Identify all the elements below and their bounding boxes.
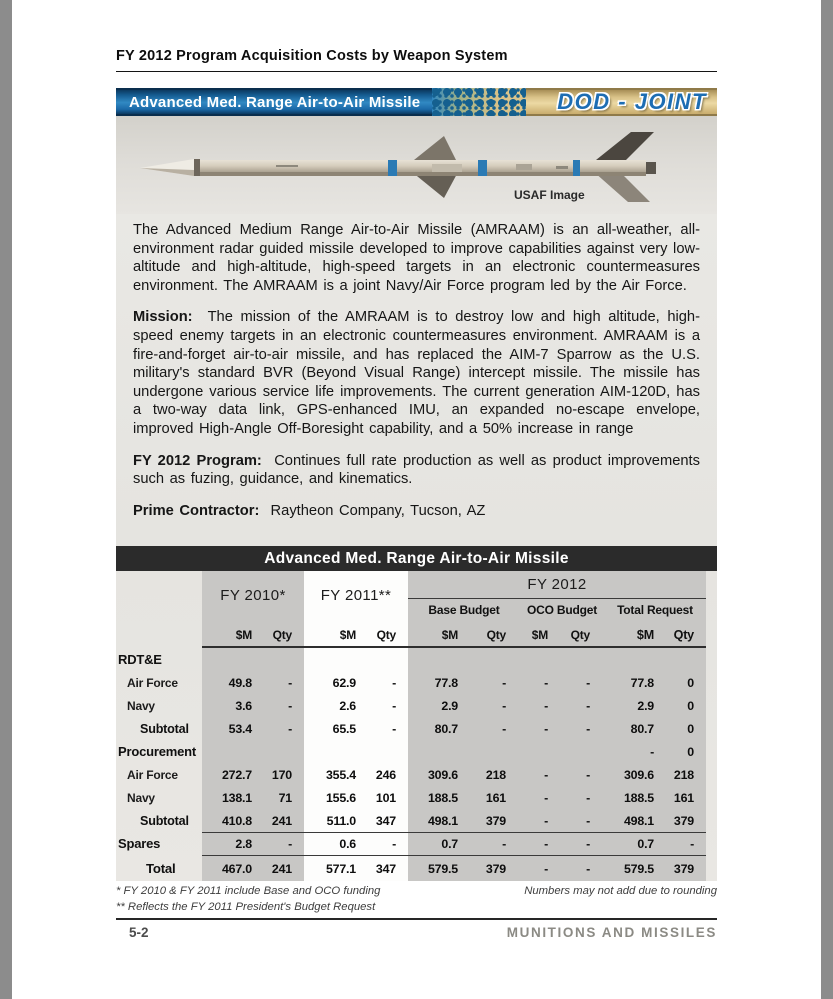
table-cell: -	[520, 671, 564, 694]
joint-banner	[526, 88, 717, 116]
table-cell: 379	[662, 855, 706, 881]
table-cell: -	[564, 809, 604, 832]
table-cell: 511.0	[304, 809, 366, 832]
prime-contractor-label: Prime Contractor:	[133, 502, 260, 519]
unit-header: $M	[235, 628, 252, 643]
row-label: Subtotal	[140, 813, 189, 828]
table-row	[116, 809, 717, 832]
prime-contractor-paragraph	[133, 502, 700, 521]
table-cell: -	[262, 694, 304, 717]
table-row	[116, 763, 717, 786]
table-cell: 410.8	[202, 809, 262, 832]
table-cell: 272.7	[202, 763, 262, 786]
table-cell: -	[520, 717, 564, 740]
table-cell: 0	[662, 671, 706, 694]
joint-label: DOD - JOINT	[557, 89, 707, 114]
program-card	[116, 116, 717, 881]
table-cell	[304, 648, 366, 671]
table-cell: -	[520, 855, 564, 881]
table-cell: 53.4	[202, 717, 262, 740]
table-cell: -	[262, 717, 304, 740]
table-cell: 0.6	[304, 832, 366, 855]
mission-label: Mission:	[133, 309, 193, 326]
fy2012-header: FY 2012	[527, 576, 587, 594]
fy2012-program-paragraph	[133, 452, 700, 489]
page-number: 5-2	[129, 925, 149, 941]
table-row	[116, 671, 717, 694]
table-row	[116, 740, 717, 763]
table-row	[116, 648, 717, 671]
table-cell: 309.6	[604, 763, 662, 786]
table-header-spacer	[116, 571, 202, 648]
table-cell: -	[604, 740, 662, 763]
document-page	[12, 0, 821, 999]
footnote-2: ** Reflects the FY 2011 President's Budget Request	[116, 901, 376, 914]
rounding-note: Numbers may not add due to rounding	[524, 885, 717, 898]
title-rule	[116, 71, 717, 72]
table-cell: 241	[262, 809, 304, 832]
table-cell: -	[366, 694, 408, 717]
table-cell: 62.9	[304, 671, 366, 694]
table-cell: 101	[366, 786, 408, 809]
row-label: Navy	[127, 790, 155, 805]
fy2012-units	[408, 620, 706, 646]
table-body	[116, 648, 717, 881]
row-label: Procurement	[118, 744, 196, 760]
unit-header: Qty	[486, 628, 506, 643]
table-cell: -	[262, 671, 304, 694]
table-row	[116, 786, 717, 809]
table-cell: 498.1	[408, 809, 472, 832]
overview-paragraph	[133, 221, 700, 295]
table-cell: 379	[662, 809, 706, 832]
table-cell: -	[520, 809, 564, 832]
table-cell: 49.8	[202, 671, 262, 694]
table-cell: 241	[262, 855, 304, 881]
page-footer	[116, 918, 717, 940]
table-cell	[564, 648, 604, 671]
missile-image	[126, 120, 706, 212]
table-cell	[366, 740, 408, 763]
table-cell: -	[520, 763, 564, 786]
table-cell: -	[520, 786, 564, 809]
table-cell: 170	[262, 763, 304, 786]
table-cell	[304, 740, 366, 763]
table-cell	[604, 648, 662, 671]
total-request-header: Total Request	[617, 602, 693, 617]
table-cell: 246	[366, 763, 408, 786]
unit-header: Qty	[376, 628, 396, 643]
table-cell: 577.1	[304, 855, 366, 881]
table-cell: 80.7	[604, 717, 662, 740]
table-cell: 188.5	[604, 786, 662, 809]
table-cell: -	[472, 671, 520, 694]
table-cell	[472, 740, 520, 763]
row-label: Subtotal	[140, 721, 189, 736]
section-title: MUNITIONS AND MISSILES	[506, 925, 717, 941]
table-cell: 161	[472, 786, 520, 809]
table-cell: 2.9	[604, 694, 662, 717]
table-cell	[262, 648, 304, 671]
table-cell	[520, 648, 564, 671]
table-cell	[202, 648, 262, 671]
footnote-1: * FY 2010 & FY 2011 include Base and OCO funding	[116, 885, 381, 898]
table-cell	[408, 648, 472, 671]
table-cell: 138.1	[202, 786, 262, 809]
table-cell	[408, 740, 472, 763]
table-title: Advanced Med. Range Air-to-Air Missile	[264, 549, 569, 567]
fy2012-subgroups	[408, 598, 706, 620]
table-cell: 2.6	[304, 694, 366, 717]
program-banner	[116, 88, 717, 116]
table-cell	[564, 740, 604, 763]
table-cell: 2.8	[202, 832, 262, 855]
table-cell: 2.9	[408, 694, 472, 717]
table-cell: 379	[472, 809, 520, 832]
table-cell: 355.4	[304, 763, 366, 786]
table-cell: 467.0	[202, 855, 262, 881]
base-budget-header: Base Budget	[428, 602, 500, 617]
program-name-banner	[116, 88, 432, 116]
fy2012-program-label: FY 2012 Program:	[133, 452, 262, 469]
table-cell: 77.8	[408, 671, 472, 694]
mission-text: The mission of the AMRAAM is to destroy low and high altitude, high-speed enemy targets in an electronic countermeasures environment. AMRAAM is a fire-and-forget air-to-air missile, and has replaced the AIM-7 Sparrow as the U.S. military's standard BVR (Beyond Visual Range) intercept missile. The missile has undergone various service life improvements. The current generation AIM-120D, has a two-way data link, GPS-enhanced IMU, an expanded no-escape envelope, improved High-Angle Off-Boresight capability, and a 50% increase in range	[133, 309, 700, 437]
row-label: Spares	[118, 836, 161, 852]
column-group-fy2012	[408, 571, 706, 648]
table-cell: 309.6	[408, 763, 472, 786]
table-cell: -	[662, 832, 706, 855]
row-label: Navy	[127, 698, 155, 713]
unit-header: Qty	[272, 628, 292, 643]
table-title-bar	[116, 546, 717, 571]
unit-header: $M	[636, 628, 654, 643]
table-cell: 77.8	[604, 671, 662, 694]
table-cell: -	[366, 717, 408, 740]
page-title: FY 2012 Program Acquisition Costs by Weapon System	[116, 48, 508, 64]
fy2010-header: FY 2010*	[220, 587, 286, 605]
table-row	[116, 832, 717, 855]
table-cell: -	[564, 786, 604, 809]
table-row	[116, 855, 717, 881]
unit-header: $M	[531, 628, 548, 643]
table-cell: 3.6	[202, 694, 262, 717]
row-label: Air Force	[127, 767, 178, 782]
prime-contractor-text: Raytheon Company, Tucson, AZ	[270, 502, 486, 519]
row-label: Air Force	[127, 675, 178, 690]
table-cell: 218	[472, 763, 520, 786]
table-cell: 155.6	[304, 786, 366, 809]
table-cell: 65.5	[304, 717, 366, 740]
table-cell: -	[472, 832, 520, 855]
fy2012-program-text: Continues full rate production as well as product improvements such as fuzing, guidance, and kinematics.	[133, 452, 700, 488]
footnotes	[116, 885, 717, 913]
table-cell: 379	[472, 855, 520, 881]
table-cell: 80.7	[408, 717, 472, 740]
table-cell: -	[564, 855, 604, 881]
column-group-fy2011	[304, 571, 408, 648]
table-cell: 0	[662, 740, 706, 763]
overview-text: The Advanced Medium Range Air-to-Air Missile (AMRAAM) is an all-weather, all-environment radar guided missile developed to improve capabilities against very low-altitude and high-altitude, high-speed targets in an electronic countermeasures environment. The AMRAAM is a joint Navy/Air Force program led by the Air Force.	[133, 222, 700, 294]
table-cell: 0	[662, 694, 706, 717]
table-cell	[472, 648, 520, 671]
table-cell: 161	[662, 786, 706, 809]
table-cell: -	[472, 694, 520, 717]
table-cell: 579.5	[408, 855, 472, 881]
table-cell: -	[472, 717, 520, 740]
table-row	[116, 717, 717, 740]
table-cell: -	[564, 671, 604, 694]
table-cell: 0.7	[604, 832, 662, 855]
table-cell	[662, 648, 706, 671]
table-cell: 188.5	[408, 786, 472, 809]
table-cell	[520, 740, 564, 763]
halftone-dots-decoration	[432, 88, 526, 116]
mission-paragraph	[133, 308, 700, 438]
table-cell: 579.5	[604, 855, 662, 881]
program-name: Advanced Med. Range Air-to-Air Missile	[129, 93, 421, 111]
table-cell: 0	[662, 717, 706, 740]
table-cell	[202, 740, 262, 763]
oco-budget-header: OCO Budget	[527, 602, 597, 617]
image-credit: USAF Image	[514, 188, 585, 202]
page-content	[116, 48, 717, 940]
table-cell: -	[564, 832, 604, 855]
row-label: RDT&E	[118, 652, 162, 668]
unit-header: Qty	[570, 628, 590, 643]
table-cell: 347	[366, 855, 408, 881]
table-cell: 347	[366, 809, 408, 832]
table-cell	[366, 648, 408, 671]
unit-header: $M	[339, 628, 356, 643]
table-cell: -	[564, 717, 604, 740]
fy2011-units	[304, 620, 408, 646]
table-header	[116, 571, 717, 648]
row-label: Total	[146, 860, 176, 876]
table-cell: 218	[662, 763, 706, 786]
missile-figure	[116, 116, 717, 214]
table-row	[116, 694, 717, 717]
table-cell: -	[564, 763, 604, 786]
table-cell: -	[366, 671, 408, 694]
table-cell: -	[366, 832, 408, 855]
table-cell: 71	[262, 786, 304, 809]
unit-header: $M	[441, 628, 458, 643]
table-cell: 498.1	[604, 809, 662, 832]
table-cell: 0.7	[408, 832, 472, 855]
table-cell: -	[520, 694, 564, 717]
table-cell: -	[262, 832, 304, 855]
table-cell: -	[564, 694, 604, 717]
fy2011-header: FY 2011**	[320, 587, 392, 605]
fy2010-units	[202, 620, 304, 646]
table-cell: -	[520, 832, 564, 855]
unit-header: Qty	[673, 628, 694, 643]
column-group-fy2010	[202, 571, 304, 648]
table-cell	[262, 740, 304, 763]
